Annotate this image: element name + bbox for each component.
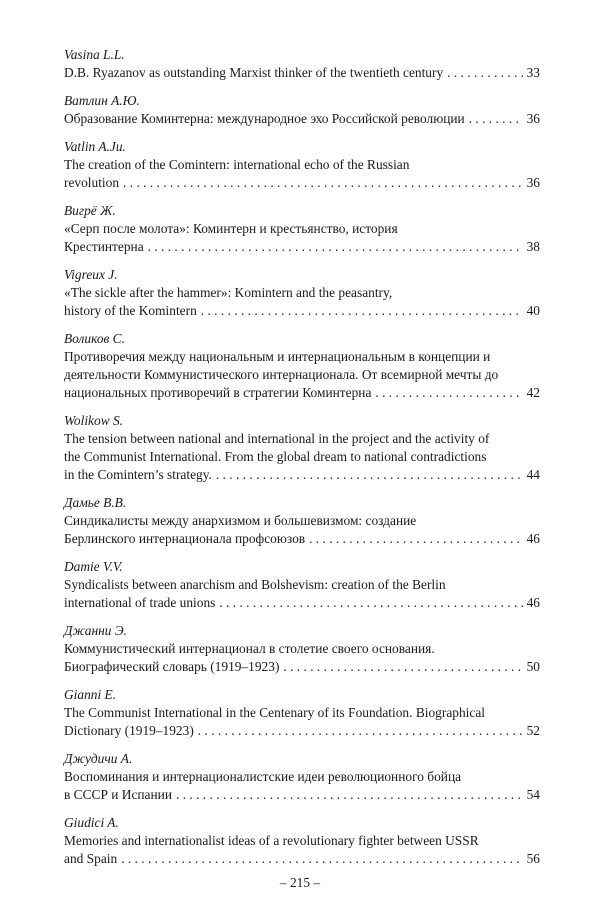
toc-entry-title-line: The tension between national and international in the project and the activity of: [64, 431, 490, 446]
toc-entry-page-number: 46: [526, 531, 540, 546]
dot-leader: [216, 466, 523, 484]
dot-leader: [469, 110, 523, 128]
toc-entry-title-line: Синдикалисты между анархизмом и большевизмом: создание: [64, 513, 417, 528]
toc-entry-title-text: history of the Komintern: [64, 303, 197, 318]
toc-entry-page-number: 50: [526, 659, 540, 674]
toc-entry-author: Vatlin A.Ju.: [64, 139, 126, 154]
toc-entry-title-text: Dictionary (1919–1923): [64, 723, 194, 738]
toc-entry-title-text: Биографический словарь (1919–1923): [64, 659, 280, 674]
toc-entry-author: Gianni E.: [64, 687, 117, 702]
toc-entry: [64, 266, 540, 320]
toc-entry-title-last-line: [64, 850, 540, 868]
dot-leader: [283, 658, 522, 676]
toc-entry-title-line: The Communist International in the Centenary of its Foundation. Biographical: [64, 705, 485, 720]
toc-entry: [64, 412, 540, 484]
toc-entry-page-number: 44: [526, 467, 540, 482]
toc-entry-title-last-line: [64, 594, 540, 612]
dot-leader: [176, 786, 523, 804]
toc-entry-title-line: the Communist International. From the global dream to national contradictions: [64, 449, 487, 464]
toc-entry-author: Джанни Э.: [64, 623, 127, 638]
toc-entry-page-number: 52: [526, 723, 540, 738]
toc-entry-title-text: and Spain: [64, 851, 118, 866]
toc-entry-title-last-line: [64, 174, 540, 192]
toc-entry-title-text: D.B. Ryazanov as outstanding Marxist thinker of the twentieth century: [64, 65, 444, 80]
toc-entry-page-number: 40: [526, 303, 540, 318]
toc-entry-title-line: Memories and internationalist ideas of a revolutionary fighter between USSR: [64, 833, 479, 848]
toc-entry: [64, 92, 540, 128]
toc-entry-title-line: Syndicalists between anarchism and Bolshevism: creation of the Berlin: [64, 577, 446, 592]
toc-entry-author: Дамье В.В.: [64, 495, 127, 510]
toc-entry-title-line: деятельности Коммунистического интернационала. От всемирной мечты до: [64, 367, 499, 382]
dot-leader: [201, 302, 523, 320]
dot-leader: [219, 594, 522, 612]
toc-entry-title-last-line: [64, 110, 540, 128]
toc-entry-page-number: 38: [526, 239, 540, 254]
toc-entry: [64, 622, 540, 676]
toc-entry-title-text: в СССР и Испании: [64, 787, 172, 802]
toc-entry-author: Damie V.V.: [64, 559, 123, 574]
toc-entry-title-last-line: [64, 238, 540, 256]
dot-leader: [447, 64, 522, 82]
toc-entry-title-line: The creation of the Comintern: international echo of the Russian: [64, 157, 410, 172]
toc-entry-page-number: 42: [526, 385, 540, 400]
toc-entry-page-number: 36: [526, 111, 540, 126]
toc-entry-author: Vasina L.L.: [64, 47, 125, 62]
dot-leader: [375, 384, 522, 402]
toc-entry-title-text: Крестинтерна: [64, 239, 144, 254]
toc-entry-title-last-line: [64, 64, 540, 82]
toc-entry-author: Wolikow S.: [64, 413, 124, 428]
toc-entry: [64, 202, 540, 256]
dot-leader: [121, 850, 522, 868]
toc-entry-page-number: 46: [526, 595, 540, 610]
toc-entry-title-text: национальных противоречий в стратегии Коминтерна: [64, 385, 372, 400]
toc-entry-author: Vigreux J.: [64, 267, 118, 282]
toc-entry: [64, 686, 540, 740]
toc-entry: [64, 330, 540, 402]
toc-entry-title-line: «The sickle after the hammer»: Komintern and the peasantry,: [64, 285, 393, 300]
toc-entry-page-number: 36: [526, 175, 540, 190]
toc-entry-title-line: «Серп после молота»: Коминтерн и крестьянство, история: [64, 221, 398, 236]
dot-leader: [309, 530, 523, 548]
toc-entry-author: Джудичи А.: [64, 751, 133, 766]
toc-entry-title-last-line: [64, 302, 540, 320]
toc-entry-page-number: 54: [526, 787, 540, 802]
toc-entry-title-text: in the Comintern’s strategy.: [64, 467, 212, 482]
dot-leader: [198, 722, 523, 740]
toc-entry-title-line: Противоречия между национальным и интернациональным в концепции и: [64, 349, 491, 364]
toc-entry-title-last-line: [64, 722, 540, 740]
toc-entry-title-text: revolution: [64, 175, 120, 190]
toc-entry-page-number: 33: [526, 65, 540, 80]
toc-entry-author: Giudici A.: [64, 815, 119, 830]
dot-leader: [123, 174, 523, 192]
toc-entry-title-last-line: [64, 384, 540, 402]
toc-entry: [64, 558, 540, 612]
toc-entry: [64, 46, 540, 82]
toc-entry: [64, 494, 540, 548]
toc-entry-title-text: Образование Коминтерна: международное эхо Российской революции: [64, 111, 465, 126]
toc-entry: [64, 750, 540, 804]
toc-entry-title-text: Берлинского интернационала профсоюзов: [64, 531, 306, 546]
toc-entry-title-last-line: [64, 466, 540, 484]
toc-entry: [64, 138, 540, 192]
toc-entry-title-text: international of trade unions: [64, 595, 216, 610]
toc-entry-title-last-line: [64, 658, 540, 676]
toc-entry-title-line: Коммунистический интернационал в столетие своего основания.: [64, 641, 435, 656]
page-number: – 215 –: [279, 875, 321, 890]
toc-entry-title-last-line: [64, 786, 540, 804]
toc-entry-page-number: 56: [526, 851, 540, 866]
toc-entry-author: Ватлин А.Ю.: [64, 93, 140, 108]
toc-entry-author: Воликов С.: [64, 331, 125, 346]
toc-entry-title-line: Воспоминания и интернационалистские идеи революционного бойца: [64, 769, 462, 784]
dot-leader: [148, 238, 523, 256]
toc-entry: [64, 814, 540, 868]
toc-entry-author: Вигрё Ж.: [64, 203, 116, 218]
toc-entry-title-last-line: [64, 530, 540, 548]
table-of-contents: [64, 46, 540, 878]
